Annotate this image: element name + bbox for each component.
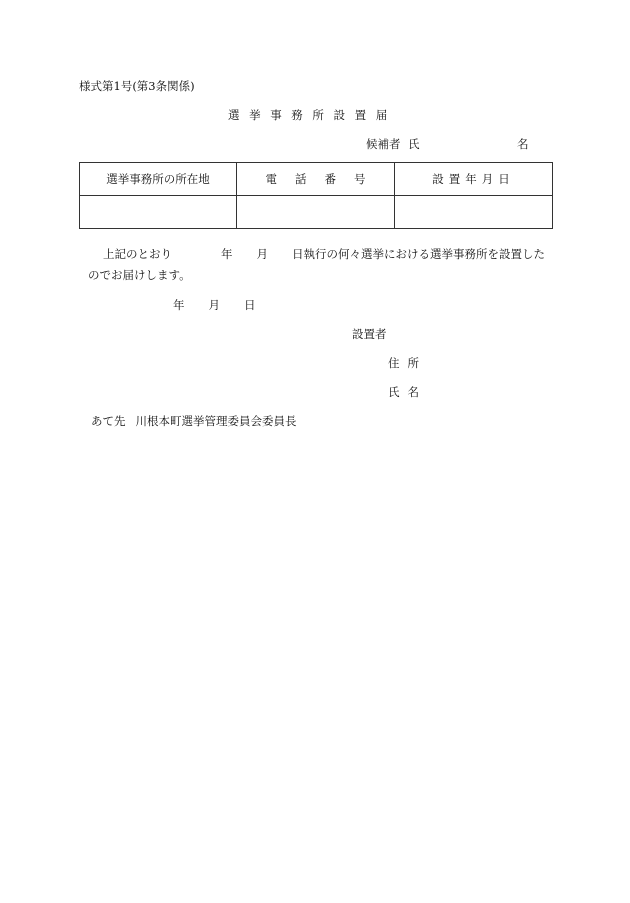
header-phone-number: 電話番号: [237, 163, 395, 196]
submit-month: 月: [208, 298, 220, 312]
body-pre: 上記のとおり: [103, 247, 172, 261]
recipient-prefix: あて先: [91, 414, 126, 428]
table-header-row: [80, 163, 553, 196]
address-label: 住所: [388, 356, 427, 370]
submit-day: 日: [244, 298, 256, 312]
candidate-name-surname-label: 氏: [408, 137, 420, 151]
cell-setup-date[interactable]: [395, 196, 553, 229]
form-number: 様式第1号(第3条関係): [79, 79, 195, 93]
header-office-location: 選挙事務所の所在地: [80, 163, 237, 196]
submit-year: 年: [173, 298, 185, 312]
body-post: 日執行の何々選挙における選挙事務所を設置した: [292, 247, 545, 261]
recipient-name: 川根本町選挙管理委員会委員長: [135, 414, 297, 428]
header-setup-date: 設置年月日: [395, 163, 553, 196]
table-row: [80, 196, 553, 229]
candidate-name-given-label: 名: [517, 137, 529, 151]
candidate-label: 候補者: [366, 137, 401, 151]
cell-office-location[interactable]: [80, 196, 237, 229]
body-month: 月: [256, 247, 268, 261]
recipient: [91, 416, 297, 428]
document-title: 選挙事務所設置届: [228, 108, 397, 122]
body-text-line-1: [103, 249, 545, 261]
name-label: 氏名: [388, 385, 427, 399]
body-year: 年: [221, 247, 233, 261]
establisher-label: 設置者: [352, 327, 387, 341]
submission-date: [173, 300, 256, 312]
body-text-line-2: のでお届けします。: [88, 268, 191, 282]
cell-phone-number[interactable]: [237, 196, 395, 229]
office-info-table: [79, 162, 553, 229]
